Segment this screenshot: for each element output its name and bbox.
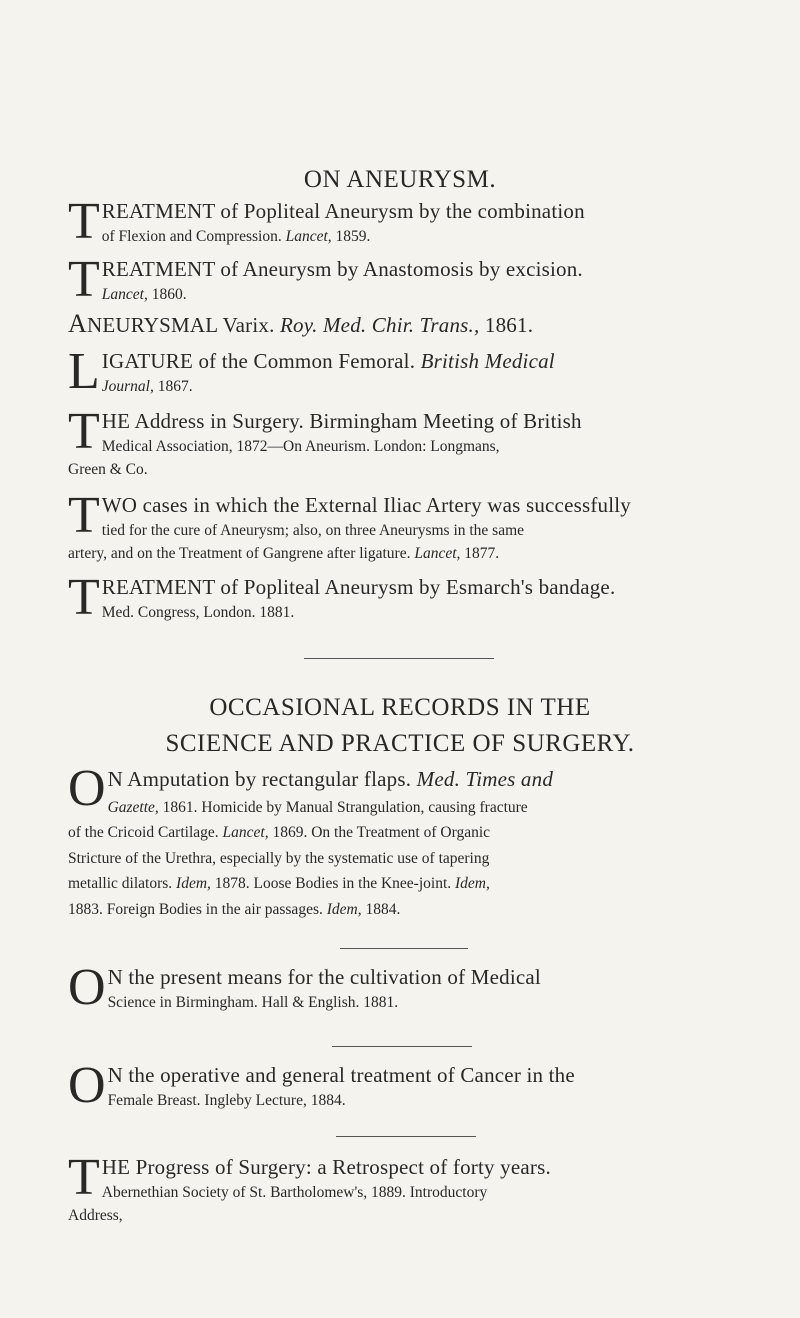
section-heading-on-aneurysm: ON ANEURYSM.	[303, 166, 497, 193]
entry-first-line: REATMENT of Aneurysm by Anastomosis by excision.	[101, 257, 583, 281]
entry-text: Medical Association, 1872—On Aneurism. London: Longmans,	[101, 438, 500, 455]
bibliography-entry	[68, 487, 734, 565]
journal-name: Med. Times and	[416, 767, 554, 791]
drop-cap: T	[68, 251, 100, 308]
bibliography-entry	[68, 251, 734, 308]
drop-cap: T	[68, 403, 100, 460]
entry-text: Science in Birmingham. Hall & English. 1881.	[107, 994, 399, 1011]
journal-name: Journal,	[101, 378, 154, 395]
journal-name: Lancet,	[285, 228, 332, 245]
entry-divider	[340, 948, 468, 949]
journal-name: Idem,	[176, 875, 211, 892]
entry-first-line: N the present means for the cultivation of Medical	[107, 965, 541, 989]
entry-first-line: REATMENT of Popliteal Aneurysm by Esmarch's bandage.	[101, 575, 616, 599]
bibliography-entry	[68, 193, 734, 250]
entry-first-line: N the operative and general treatment of Cancer in the	[107, 1063, 575, 1087]
section-heading-line-1: OCCASIONAL RECORDS IN THE	[209, 694, 591, 721]
section-divider	[304, 658, 494, 659]
entry-text: 1883. Foreign Bodies in the air passages.	[68, 900, 327, 918]
entry-year: 1859.	[331, 228, 371, 245]
journal-name: Idem,	[326, 900, 362, 918]
bibliography-entry	[68, 1057, 734, 1114]
entry-year: 1861.	[479, 313, 534, 337]
entry-first-line: REATMENT of Popliteal Aneurysm by the combination	[101, 199, 585, 223]
bibliography-entry	[68, 343, 734, 400]
entry-text: of Flexion and Compression.	[101, 228, 286, 245]
drop-cap: T	[68, 1149, 100, 1206]
bibliography-entry	[68, 959, 734, 1016]
drop-cap: O	[68, 760, 106, 817]
entry-text: Address,	[68, 1207, 123, 1224]
entry-text: Female Breast. Ingleby Lecture, 1884.	[107, 1092, 346, 1109]
entry-text: of the Cricoid Cartilage.	[68, 824, 223, 841]
bibliography-entry	[68, 309, 734, 339]
bibliography-entry	[68, 569, 734, 626]
entry-text: 1878. Loose Bodies in the Knee-joint.	[210, 875, 456, 892]
journal-name: Lancet,	[414, 545, 461, 562]
journal-name: British Medical	[420, 349, 555, 373]
journal-name: Gazette,	[107, 798, 159, 816]
bibliography-entry	[68, 760, 734, 922]
section-heading-line-2: SCIENCE AND PRACTICE OF SURGERY.	[165, 730, 635, 757]
entry-first-line: HE Address in Surgery. Birmingham Meeting of British	[101, 409, 582, 433]
entry-year: 1867.	[153, 378, 193, 395]
entry-text: Abernethian Society of St. Bartholomew's, 1889. Introductory	[101, 1184, 488, 1201]
entry-text: Med. Congress, London. 1881.	[101, 604, 295, 621]
journal-name: Roy. Med. Chir. Trans.,	[279, 313, 480, 337]
drop-cap: L	[68, 343, 100, 400]
entry-first-line: HE Progress of Surgery: a Retrospect of forty years.	[101, 1155, 551, 1179]
entry-first-line: WO cases in which the External Iliac Artery was successfully	[101, 493, 632, 517]
entry-text: metallic dilators.	[68, 875, 177, 892]
journal-name: Idem,	[455, 875, 490, 892]
drop-cap: T	[68, 487, 100, 544]
drop-cap: O	[68, 959, 106, 1016]
entry-year: 1884.	[361, 900, 401, 918]
entry-divider	[336, 1136, 476, 1137]
entry-text: Green & Co.	[68, 461, 148, 478]
bibliography-entry	[68, 403, 734, 481]
entry-divider	[332, 1046, 472, 1047]
entry-text: tied for the cure of Aneurysm; also, on three Aneurysms in the same	[101, 522, 525, 539]
entry-first-line: IGATURE of the Common Femoral.	[101, 349, 421, 373]
journal-name: Lancet,	[222, 824, 269, 841]
entry-first-line: NEURYSMAL Varix.	[86, 313, 280, 337]
entry-first-line: N Amputation by rectangular flaps.	[107, 767, 417, 791]
entry-text: 1869. On the Treatment of Organic	[268, 824, 491, 841]
entry-year: 1877.	[460, 545, 500, 562]
entry-text: 1861. Homicide by Manual Strangulation, causing fracture	[158, 798, 528, 816]
entry-year: 1860.	[147, 286, 187, 303]
drop-cap: A	[68, 309, 87, 338]
entry-text: artery, and on the Treatment of Gangrene after ligature.	[68, 545, 415, 562]
bibliography-entry	[68, 1149, 734, 1227]
drop-cap: O	[68, 1057, 106, 1114]
drop-cap: T	[68, 569, 100, 626]
journal-name: Lancet,	[101, 286, 148, 303]
drop-cap: T	[68, 193, 100, 250]
entry-text: Stricture of the Urethra, especially by the systematic use of tapering	[68, 849, 490, 867]
